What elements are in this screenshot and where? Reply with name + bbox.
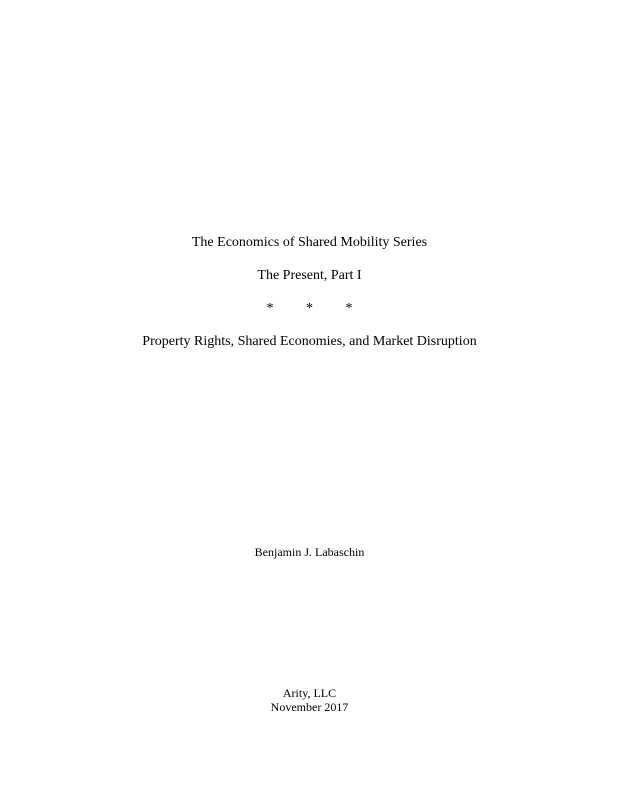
author-name: Benjamin J. Labaschin (254, 545, 365, 559)
asterisk-separator (0, 302, 619, 316)
asterisk: * (306, 301, 313, 316)
subtitle: The Present, Part I (257, 268, 362, 283)
asterisk: * (266, 301, 274, 316)
series-title: The Economics of Shared Mobility Series (191, 235, 428, 250)
main-title: Property Rights, Shared Economies, and Market Disruption (142, 334, 477, 349)
publication-date: November 2017 (270, 700, 349, 714)
asterisk: * (345, 301, 353, 316)
publisher-name: Arity, LLC (282, 686, 337, 700)
